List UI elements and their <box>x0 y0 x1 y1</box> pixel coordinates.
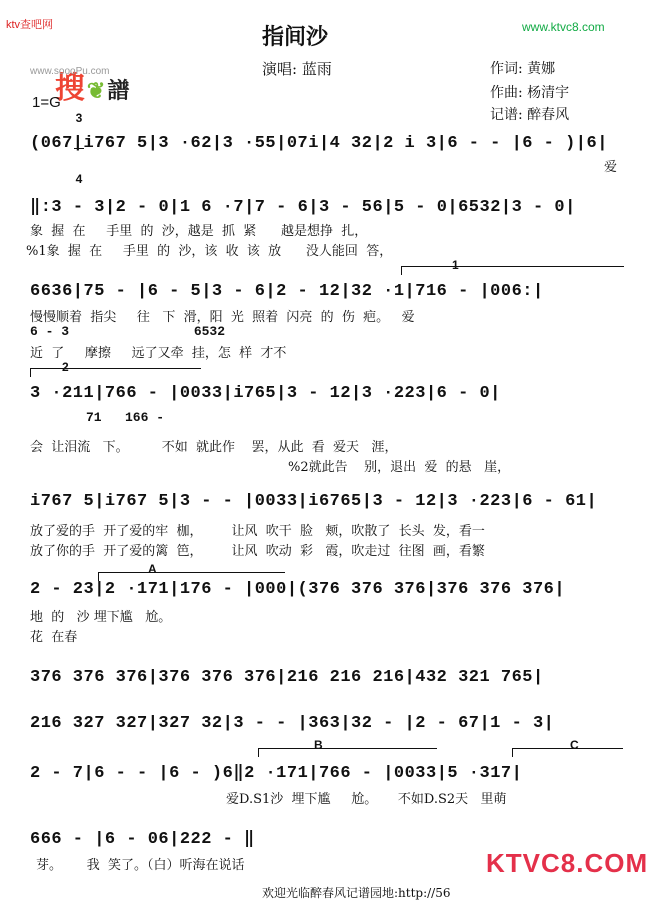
alt-notes: 71 166 - <box>86 410 165 425</box>
notation-line: i767 5|i767 5|3 - - |0033|i6765|3 - 12|3 ·223|6 - 61| <box>30 492 598 511</box>
section-c-label: C <box>570 738 579 752</box>
notation-line: 6636|75 - |6 - 5|3 - 6|2 - 12|32 ·1|716 - |006:| <box>30 282 544 301</box>
notation-line: 2 - 23|2 ·171|176 - |000|(376 376 376|376 376 376| <box>30 580 566 599</box>
ending-bracket-2 <box>30 368 201 377</box>
ktvc8-watermark: KTVC8.COM <box>486 848 649 878</box>
footer-text: 欢迎光临醉春风记谱园地:http://56 <box>262 886 451 900</box>
transcriber: 记谱: 醉春风 <box>490 107 570 123</box>
notation-line: 666 - |6 - 06|222 - ‖ <box>30 830 255 849</box>
lyric-line: 象 握 在 手里 的 沙，越是 抓 紧 越是想挣 扎， <box>30 224 368 239</box>
lyric-line: %1象 握 在 手里 的 沙，该 收 该 放 没人能回 答， <box>26 244 393 259</box>
composer: 作曲: 杨清宇 <box>490 85 570 101</box>
lyric-line: 会 让泪流 下。 不如 就此作 罢，从此 看 爱天 涯， <box>30 440 398 455</box>
notation-line: 376 376 376|376 376 376|216 216 216|432 321 765| <box>30 668 544 687</box>
lyricist: 作词: 黄娜 <box>490 61 556 77</box>
notation-line: (067|i767 5|3 ·62|3 ·55|07i|4 32|2 i 3|6 - - |6 - )|6| <box>30 134 608 153</box>
notation-line: 2 - 7|6 - - |6 - )6‖2 ·171|766 - |0033|5 ·317| <box>30 764 523 783</box>
logo-url: www.soooPu.com <box>30 66 110 77</box>
meter-bottom: 4 <box>75 172 83 186</box>
ending-1-label: 1 <box>452 258 459 272</box>
section-a-label: A <box>148 562 157 576</box>
section-b-label: B <box>314 738 323 752</box>
lyric-line: 爱 <box>604 160 618 175</box>
meter-top: 3 <box>75 111 83 125</box>
notation-line: ‖:3 - 3|2 - 0|1 6 ·7|7 - 6|3 - 56|5 - 0|6532|3 - 0| <box>30 198 576 217</box>
alt-notes: 6 - 3 6532 <box>30 324 226 339</box>
lyric-line: 放了爱的手 开了爱的牢 枷， 让风 吹干 脸 颊，吹散了 长头 发，看一 <box>30 524 485 539</box>
leaf-icon: ❦ <box>86 78 108 104</box>
lyric-line: 花 在春 <box>30 630 78 645</box>
lyric-line: %2就此告 别，退出 爱 的悬 崖， <box>288 460 511 475</box>
ending-bracket-1 <box>401 266 624 275</box>
section-bracket-c <box>512 748 623 757</box>
notation-line: 216 327 327|327 32|3 - - |363|32 - |2 - 67|1 - 3| <box>30 714 555 733</box>
lyric-line: 放了你的手 开了爱的篱 笆， 让风 吹动 彩 霞，吹走过 往图 画，看繁 <box>30 544 485 559</box>
lyric-line: 芽。 我 笑了。（白）听海在说话 <box>36 858 245 873</box>
key-signature: 1=G <box>32 94 61 111</box>
notation-line: 3 ·211|766 - |0033|i765|3 - 12|3 ·223|6 - 0| <box>30 384 501 403</box>
site-tag: ktv查吧网 <box>6 19 54 31</box>
lyric-line: 地 的 沙 埋下尴 尬。 <box>30 610 172 625</box>
song-title: 指间沙 <box>262 24 329 50</box>
ending-2-label: 2 <box>62 360 69 374</box>
logo-char-2: 譜 <box>107 78 132 104</box>
section-bracket-b <box>258 748 437 757</box>
lyric-line: 近 了 摩擦 远了又牵 挂，怎 样 才不 <box>30 346 287 361</box>
site-url[interactable]: www.ktvc8.com <box>522 20 605 34</box>
logo-char: 搜 <box>54 71 87 106</box>
lyric-line: 慢慢顺着 指尖 往 下 滑，阳 光 照着 闪亮 的 伤 疤。 爱 <box>30 310 415 325</box>
singer: 演唱: 蓝雨 <box>262 60 332 78</box>
lyric-line: 爱D.S1沙 埋下尴 尬。 不如D.S2天 里萌 <box>226 792 507 807</box>
